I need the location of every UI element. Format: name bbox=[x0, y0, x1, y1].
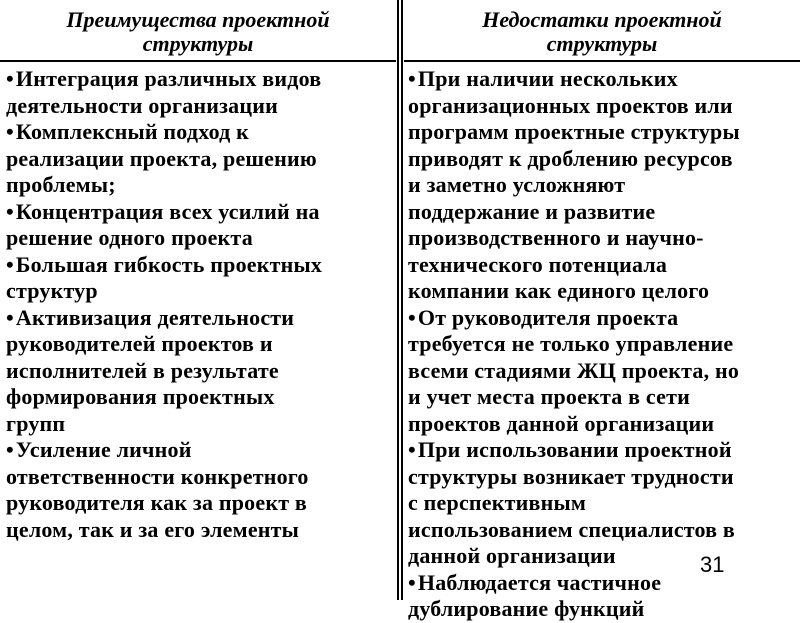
column-divider bbox=[401, 0, 403, 600]
bullet-icon: • bbox=[408, 437, 416, 462]
item-line: с перспективным bbox=[408, 490, 587, 515]
disadvantages-list bbox=[404, 62, 800, 623]
item-line bbox=[408, 66, 800, 93]
item-line bbox=[408, 305, 800, 332]
item-text: Большая гибкость проектных bbox=[15, 251, 323, 277]
item-line: групп bbox=[6, 410, 66, 436]
item-line: технического потенциала bbox=[408, 251, 668, 277]
item-line: программ проектные структуры bbox=[408, 119, 740, 144]
item-line: организационных проектов или bbox=[408, 92, 733, 118]
bullet-icon: • bbox=[6, 198, 14, 224]
item-line: решение одного проекта bbox=[6, 225, 253, 250]
item-text: Концентрация всех усилий на bbox=[15, 198, 320, 224]
bullet-icon: • bbox=[408, 304, 416, 330]
advantages-header bbox=[0, 0, 396, 62]
item-line: компании как единого целого bbox=[408, 278, 710, 303]
list-item bbox=[408, 437, 800, 570]
item-line: целом, так и за его элементы bbox=[6, 516, 300, 542]
disadvantages-header bbox=[404, 0, 800, 62]
list-item bbox=[408, 570, 800, 623]
item-line bbox=[6, 305, 396, 332]
item-line: структур bbox=[6, 278, 98, 303]
bullet-icon: • bbox=[6, 437, 14, 462]
bullet-icon: • bbox=[408, 569, 416, 595]
bullet-icon: • bbox=[6, 66, 14, 91]
list-item bbox=[6, 305, 396, 438]
list-item bbox=[6, 437, 396, 543]
item-line: деятельности организации bbox=[6, 92, 279, 118]
item-line: руководителей проектов и bbox=[6, 331, 273, 356]
page-number: 31 bbox=[700, 552, 725, 577]
item-line bbox=[6, 437, 396, 464]
item-line: всеми стадиями ЖЦ проекта, но bbox=[408, 357, 740, 383]
item-line: поддержание и развитие bbox=[408, 198, 656, 224]
item-line: формирования проектных bbox=[6, 384, 275, 409]
item-line: ответственности конкретного bbox=[6, 463, 309, 489]
item-line bbox=[408, 570, 800, 597]
item-line: использованием специалистов в bbox=[408, 516, 736, 542]
item-text: Наблюдается частичное bbox=[417, 569, 662, 595]
bullet-icon: • bbox=[6, 119, 14, 144]
item-line: структуры возникает трудности bbox=[408, 463, 734, 489]
list-item bbox=[408, 66, 800, 305]
item-text: Комплексный подход к bbox=[15, 119, 250, 144]
item-line: проблемы; bbox=[6, 172, 116, 197]
bullet-icon: • bbox=[6, 251, 14, 277]
list-item bbox=[6, 119, 396, 199]
item-line bbox=[6, 252, 396, 279]
item-line bbox=[408, 437, 800, 464]
item-line: данной организации bbox=[408, 543, 616, 568]
column-divider bbox=[397, 0, 399, 600]
header-line: структуры bbox=[546, 31, 658, 56]
item-line bbox=[6, 66, 396, 93]
item-line: исполнителей в результате bbox=[6, 357, 279, 383]
item-line: дублирование функций bbox=[408, 596, 645, 621]
list-item bbox=[408, 305, 800, 438]
item-line: руководителя как за проект в bbox=[6, 490, 307, 515]
list-item bbox=[6, 66, 396, 119]
item-text: При использовании проектной bbox=[417, 437, 732, 462]
item-text: Активизация деятельности bbox=[15, 304, 295, 330]
list-item bbox=[6, 199, 396, 252]
item-line bbox=[6, 199, 396, 226]
item-text: От руководителя проекта bbox=[417, 304, 679, 330]
list-item bbox=[6, 252, 396, 305]
header-line: Преимущества проектной bbox=[66, 7, 330, 32]
advantages-list bbox=[0, 62, 396, 543]
item-line: и заметно усложняют bbox=[408, 172, 626, 197]
item-line: требуется не только управление bbox=[408, 331, 734, 356]
advantages-column bbox=[0, 0, 396, 600]
item-line: проектов данной организации bbox=[408, 410, 715, 436]
item-text: Усиление личной bbox=[15, 437, 192, 462]
header-line: Недостатки проектной bbox=[482, 7, 722, 32]
item-text: Интеграция различных видов bbox=[15, 66, 322, 91]
header-line: структуры bbox=[142, 31, 254, 56]
item-text: При наличии нескольких bbox=[417, 66, 678, 91]
item-line bbox=[6, 119, 396, 146]
item-line: реализации проекта, решению bbox=[6, 145, 317, 171]
disadvantages-column bbox=[404, 0, 800, 621]
item-line: приводят к дроблению ресурсов bbox=[408, 145, 733, 171]
item-line: и учет места проекта в сети bbox=[408, 384, 691, 409]
bullet-icon: • bbox=[408, 66, 416, 91]
item-line: производственного и научно- bbox=[408, 225, 704, 250]
bullet-icon: • bbox=[6, 304, 14, 330]
